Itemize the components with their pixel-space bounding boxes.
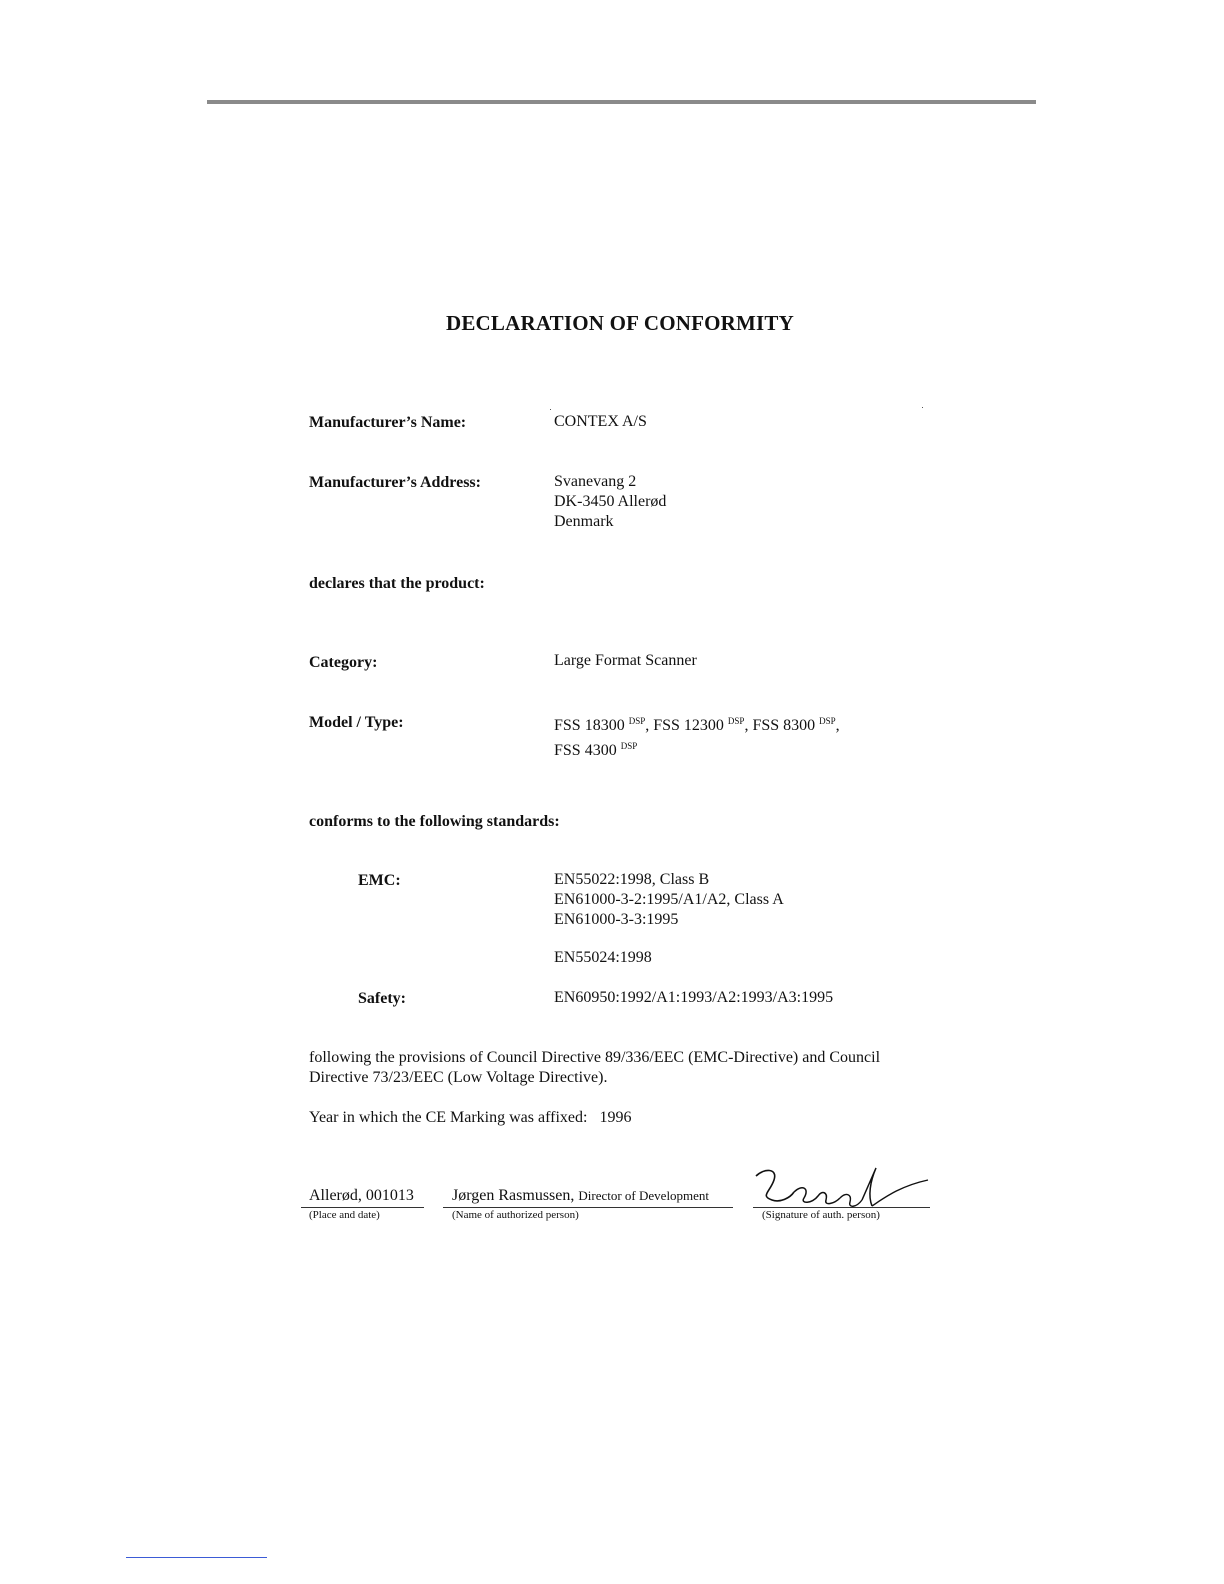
model-suffix: DSP [819, 716, 836, 726]
model-line [554, 736, 840, 761]
declares-label: declares that the product: [309, 575, 485, 592]
manufacturer-name-value: CONTEX A/S [554, 413, 647, 430]
model-suffix: DSP [727, 716, 745, 726]
person-caption: (Name of authorized person) [452, 1209, 579, 1221]
model-name: FSS 12300 [653, 717, 724, 734]
signature-rule [753, 1207, 930, 1208]
category-label: Category: [309, 654, 378, 671]
safety-label: Safety: [358, 990, 406, 1007]
footer-link-underline [126, 1557, 267, 1558]
manufacturer-address [554, 472, 666, 532]
model-name: FSS 8300 [752, 717, 816, 734]
person-name: Jørgen Rasmussen, [452, 1187, 575, 1204]
address-line: Svanevang 2 [554, 473, 637, 490]
model-type-label: Model / Type: [309, 714, 404, 731]
model-name: FSS 18300 [554, 717, 625, 734]
model-suffix: DSP [620, 741, 638, 751]
emc-label: EMC: [358, 872, 401, 889]
model-separator: , [645, 717, 654, 734]
ce-year-value: 1996 [599, 1109, 632, 1126]
manufacturer-name-label: Manufacturer’s Name: [309, 414, 467, 431]
model-separator: , [744, 717, 753, 734]
emc-standard: EN61000-3-2:1995/A1/A2, Class A [554, 891, 784, 908]
provisions-paragraph: following the provisions of Council Directive 89/336/EEC (EMC-Directive) and Council Directive 73/23/EEC (Low Voltage Directive). [309, 1049, 881, 1086]
ce-year-label: Year in which the CE Marking was affixed: [309, 1109, 588, 1126]
scan-speck [550, 409, 551, 410]
emc-standards [554, 870, 784, 930]
signature-caption: (Signature of auth. person) [762, 1209, 880, 1221]
model-name: FSS 4300 [554, 742, 617, 759]
category-value: Large Format Scanner [554, 652, 697, 669]
header-rule [207, 100, 1036, 104]
manufacturer-address-label: Manufacturer’s Address: [309, 474, 481, 491]
place-date: Allerød, 001013 [309, 1187, 414, 1204]
model-suffix: DSP [628, 716, 646, 726]
emc-standard: EN55022:1998, Class B [554, 871, 710, 888]
safety-standard: EN60950:1992/A1:1993/A2:1993/A3:1995 [554, 989, 834, 1006]
emc-standard: EN61000-3-3:1995 [554, 911, 679, 928]
place-date-rule [301, 1207, 424, 1208]
model-line [554, 711, 840, 736]
model-separator: , [835, 717, 840, 734]
place-date-caption: (Place and date) [309, 1209, 380, 1221]
address-line: Denmark [554, 513, 614, 530]
ce-marking-line [309, 1108, 929, 1128]
authorized-person [452, 1187, 709, 1205]
scan-speck [922, 407, 923, 408]
person-rule [443, 1207, 733, 1208]
conforms-label: conforms to the following standards: [309, 813, 560, 830]
document-title: DECLARATION OF CONFORMITY [445, 311, 794, 335]
model-list [554, 711, 840, 761]
address-line: DK-3450 Allerød [554, 493, 667, 510]
person-title: Director of Development [578, 1188, 710, 1203]
emc-standard-extra: EN55024:1998 [554, 949, 652, 966]
